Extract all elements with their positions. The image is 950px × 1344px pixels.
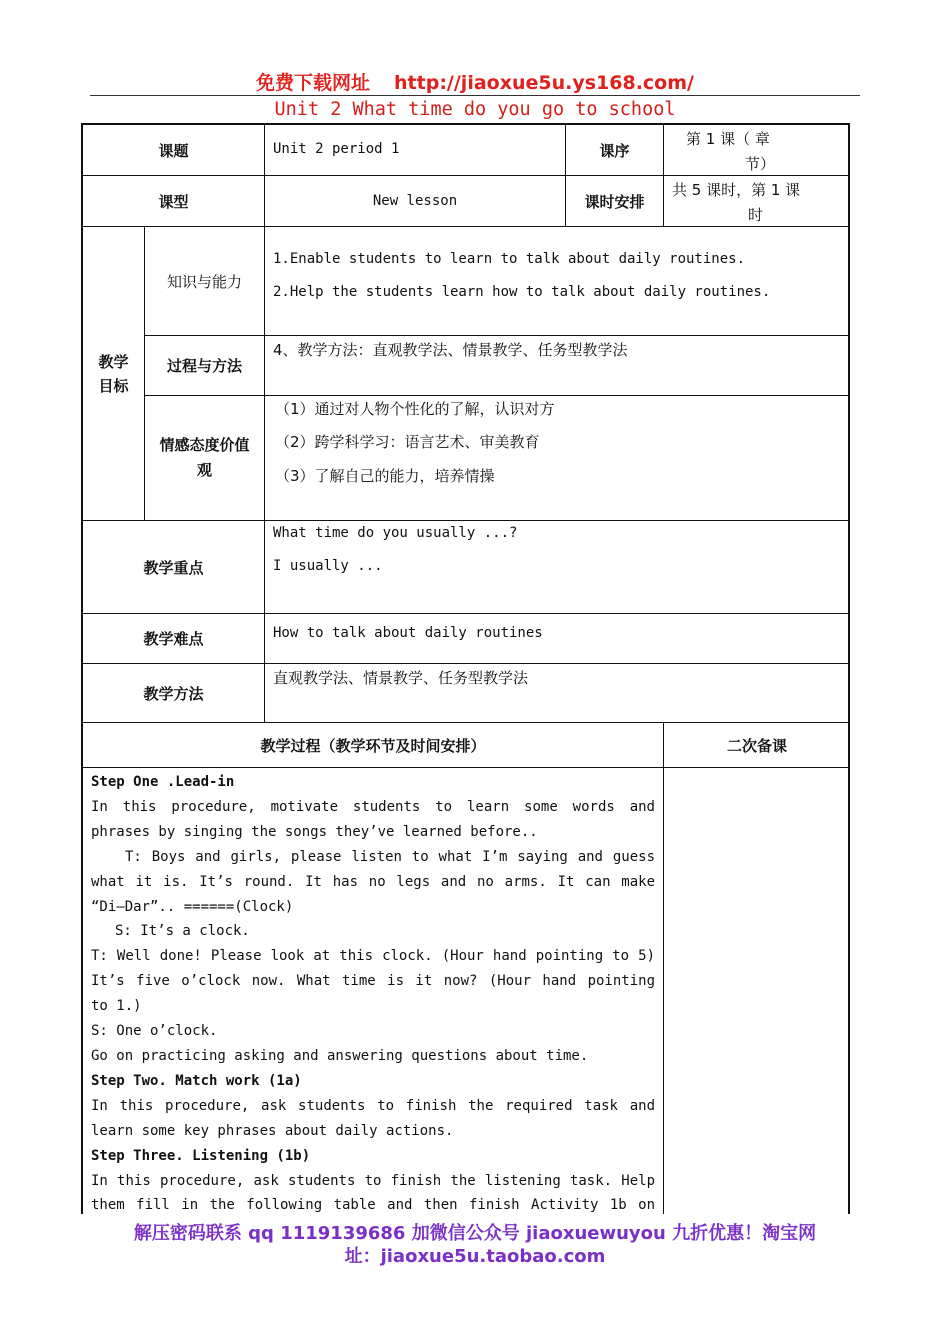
col-divider	[264, 176, 265, 723]
label-key-points: 教学重点	[143, 558, 204, 577]
process-line: phrases by singing the songs they’ve learned before..	[91, 823, 538, 840]
process-line: In this procedure, ask students to finish the listening task. Help	[91, 1172, 655, 1189]
label-emotion-line2: 观	[196, 461, 212, 479]
process-line: T: Boys and girls, please listen to what I’m saying and guess	[125, 848, 655, 865]
difficult-point-text: How to talk about daily routines	[273, 625, 543, 641]
process-header: 教学过程（教学环节及时间安排）	[260, 736, 486, 755]
emotion-item: （3）了解自己的能力，培养情操	[275, 467, 495, 485]
revision-header: 二次备课	[726, 736, 787, 755]
label-knowledge: 知识与能力	[166, 272, 242, 291]
label-sequence: 课序	[599, 141, 630, 160]
knowledge-item: 1.Enable students to learn to talk about daily routines.	[273, 251, 746, 267]
knowledge-item: 2.Help the students learn how to talk about daily routines.	[273, 284, 771, 300]
label-teaching-goals	[83, 227, 144, 520]
col-divider	[663, 722, 664, 1214]
label-schedule: 课时安排	[584, 192, 645, 211]
step-heading: Step One .Lead-in	[91, 774, 235, 790]
key-point-line: What time do you usually ...?	[273, 525, 518, 541]
value-sequence-line2: 节）	[745, 155, 776, 173]
label-difficult-points: 教学难点	[143, 630, 204, 648]
site-header	[0, 68, 950, 95]
value-lesson-type: New lesson	[372, 193, 458, 209]
step-heading: Step Two. Match work (1a)	[91, 1072, 302, 1089]
label-methods: 教学方法	[143, 684, 204, 703]
footer-shop-link[interactable]: 址：jiaoxue5u.taobao.com	[344, 1246, 606, 1267]
page-title: Unit 2 What time do you go to school	[274, 99, 676, 120]
label-goals-line1: 教学	[98, 352, 129, 371]
label-process-method: 过程与方法	[166, 357, 242, 375]
emotion-item: （2）跨学科学习：语言艺术、审美教育	[275, 433, 540, 451]
process-method-text: 4、教学方法：直观教学法、情景教学、任务型教学法	[273, 341, 628, 359]
process-line: T: Well done! Please look at this clock. (Hour hand pointing to 5)	[91, 948, 655, 965]
process-line: learn some key phrases about daily actions.	[91, 1122, 454, 1139]
process-line: S: One o’clock.	[91, 1023, 218, 1040]
value-topic: Unit 2 period 1	[273, 141, 400, 157]
process-line: to 1.)	[91, 998, 142, 1015]
process-line: It’s five o’clock now. What time is it now? (Hour hand pointing	[91, 973, 655, 990]
label-topic: 课题	[158, 141, 189, 160]
process-line: what it is. It’s round. It has no legs and no arms. It can make	[91, 873, 655, 890]
label-goals-line2: 目标	[98, 376, 129, 395]
process-line: Go on practicing asking and answering questions about time.	[91, 1047, 589, 1064]
label-emotion-attitude	[145, 396, 264, 520]
col-divider	[663, 124, 664, 227]
value-schedule-line2: 时	[748, 206, 764, 224]
process-line: “Di—Dar”.. ======(Clock)	[91, 898, 294, 915]
teaching-process-body	[91, 770, 655, 1218]
process-line: In this procedure, ask students to finish the required task and	[91, 1097, 655, 1114]
step-heading: Step Three. Listening (1b)	[91, 1147, 311, 1164]
site-url-link[interactable]: http://jiaoxue5u.ys168.com/	[394, 72, 694, 94]
process-line: S: It’s a clock.	[115, 923, 250, 940]
footer-contact-line: 解压密码联系 qq 1119139686 加微信公众号 jiaoxuewuyou 九折优惠！淘宝网	[133, 1223, 817, 1244]
methods-text: 直观教学法、情景教学、任务型教学法	[273, 669, 529, 687]
emotion-item: （1）通过对人物个性化的了解，认识对方	[275, 400, 555, 418]
value-sequence-line1: 第 1 课（ 章	[686, 130, 770, 148]
key-point-line: I usually ...	[273, 558, 383, 574]
site-label: 免费下载网址	[256, 72, 371, 94]
label-lesson-type: 课型	[158, 192, 189, 211]
label-emotion-line1: 情感态度价值	[159, 436, 250, 454]
value-schedule-line1: 共 5 课时，第 1 课	[672, 181, 801, 199]
process-line: In this procedure, motivate students to learn some words and	[91, 798, 655, 815]
col-divider	[264, 124, 265, 176]
row-divider	[82, 767, 850, 768]
process-line: them fill in the following table and then finish Activity 1b on	[91, 1197, 655, 1214]
header-divider	[90, 95, 860, 96]
